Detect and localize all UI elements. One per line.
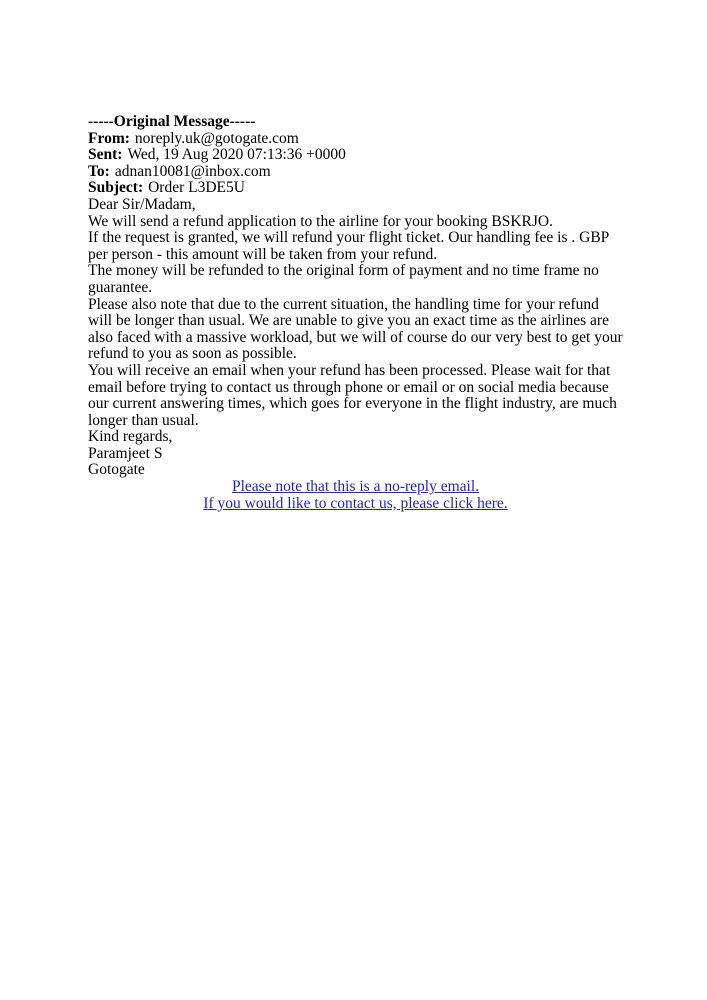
- signoff: Kind regards,: [88, 428, 173, 446]
- contact-us-link[interactable]: If you would like to contact us, please click here.: [203, 494, 508, 512]
- from-value: noreply.uk@gotogate.com: [134, 129, 299, 147]
- paragraph-refund-processed-email: You will receive an email when your refund has been processed. Please wait for that email before trying to contact us through phone or email or on social media because our current answering times, which goes for everyone in the flight industry, are much longer than usual.: [88, 361, 617, 429]
- sent-value: Wed, 19 Aug 2020 07:13:36 +0000: [127, 146, 346, 164]
- to-label: To:: [88, 162, 110, 180]
- header-field-subject: [88, 180, 623, 197]
- paragraph-handling-time: Please also note that due to the current situation, the handling time for your refund will be longer than usual. We are unable to give you an exact time as the airlines are also faced with a massive workload, but we will of course do our very best to get your refund to you as soon as possible.: [88, 295, 623, 363]
- no-reply-notice-link[interactable]: Please note that this is a no-reply email.: [231, 478, 480, 496]
- header-field-to: [88, 164, 623, 181]
- company-name: Gotogate: [88, 461, 145, 479]
- header-field-from: [88, 131, 623, 148]
- greeting: Dear Sir/Madam,: [88, 195, 196, 213]
- footer-link-line: [88, 496, 623, 513]
- paragraph-refund-payment-form: The money will be refunded to the original form of payment and no time frame no guarantee.: [88, 262, 599, 296]
- sent-label: Sent:: [88, 146, 123, 164]
- footer-link-line: [88, 479, 623, 496]
- from-label: From:: [88, 129, 130, 147]
- to-value: adnan10081@inbox.com: [114, 162, 271, 180]
- sender-name: Paramjeet S: [88, 444, 163, 462]
- subject-label: Subject:: [88, 179, 144, 197]
- email-body: [88, 114, 623, 512]
- header-field-sent: [88, 147, 623, 164]
- original-message-separator: -----Original Message-----: [88, 113, 256, 130]
- footer-links: [88, 479, 623, 512]
- paragraph-refund-application: We will send a refund application to the airline for your booking BSKRJO.: [88, 212, 553, 230]
- paragraph-handling-fee: If the request is granted, we will refund your flight ticket. Our handling fee is . GBP per person - this amount will be taken from your refund.: [88, 229, 609, 263]
- subject-value: Order L3DE5U: [148, 179, 245, 197]
